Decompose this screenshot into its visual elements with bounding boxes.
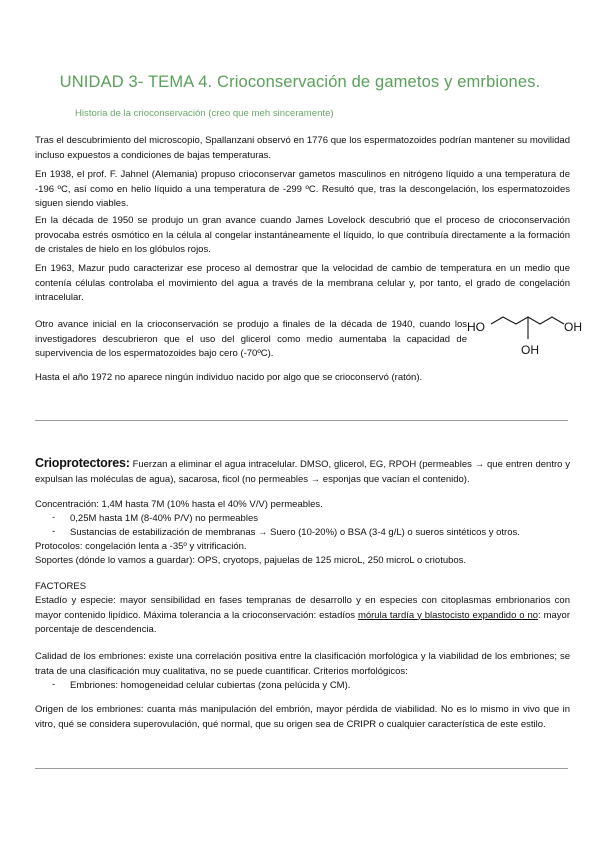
concentracion-bullet-2: Sustancias de estabilización de membranas → Suero (10-20%) o BSA (3-4 g/L) o sueros sintéticos y otros.	[70, 527, 520, 538]
history-paragraph-3: En la década de 1950 se produjo un gran avance cuando James Lovelock descubrió que el proceso de crioconservación provocaba estrés osmótico en la célula al congelar instantáneamente el líquido, lo que contribuía directamente a la formación de cristales de hielo en los glóbulos rojos.	[35, 215, 570, 255]
bullet-marker: -	[52, 526, 56, 537]
glycerol-label-ho: HO	[467, 320, 485, 334]
glycerol-label-oh-right: OH	[564, 320, 582, 334]
history-paragraph-5: Otro avance inicial en la crioconservación se produjo a finales de la década de 1940, cuando los investigadores descubrieron que el uso del glicerol como medio aumentaba la capacidad de supervivencia de los espermatozoides bajo cero (-70ºC).	[35, 319, 467, 359]
concentracion-line: Concentración: 1,4M hasta 7M (10% hasta el 40% V/V) permeables.	[35, 499, 323, 510]
crioprotectores-intro: Fuerzan a eliminar el agua intracelular. DMSO, glicerol, EG, RPOH (permeables → que entren dentro y expulsan las moléculas de agua), sacarosa, ficol (no permeables → esponjas que vacían el contenido).	[35, 459, 570, 485]
history-paragraph-2: En 1938, el prof. F. Jahnel (Alemania) propuso crioconservar gametos masculinos en nitrógeno líquido a una temperatura de -196 ºC, así como en helio líquido a una temperatura de -299 ºC. Resultó que, tras la descongelación, los espermatozoides siguen siendo viables.	[35, 169, 570, 209]
bullet-marker: -	[52, 512, 56, 523]
protocolos-line: Protocolos: congelación lenta a -35º y vitrificación.	[35, 541, 247, 552]
crioprotectores-paragraph	[35, 456, 570, 487]
estadio-text: Estadío y especie: mayor sensibilidad en fases tempranas de desarrollo y en especies con citoplasmas embrionarios con mayor contenido lipídico. Máxima tolerancia a la crioconservación: estadíos	[35, 595, 570, 621]
estadio-text-end: : mayor porcentaje de descendencia.	[35, 609, 570, 635]
section-subtitle: Historia de la crioconservación (creo que meh sinceramente)	[75, 108, 334, 119]
history-paragraph-6: Hasta el año 1972 no aparece ningún individuo nacido por algo que se crioconservó (ratón).	[35, 372, 423, 383]
bullet-marker: -	[52, 679, 56, 690]
concentracion-bullet-1: 0,25M hasta 1M (8-40% P/V) no permeables	[70, 513, 258, 524]
crioprotectores-heading: Crioprotectores:	[35, 456, 130, 470]
factores-heading: FACTORES	[35, 581, 87, 592]
section-divider	[35, 420, 568, 421]
history-paragraph-4: En 1963, Mazur pudo caracterizar ese proceso al demostrar que la velocidad de cambio de temperatura en un medio que contenía células controlaba el movimiento del agua a través de la membrana celular y, por tanto, el grado de congelación intracelular.	[35, 263, 570, 303]
section-divider	[35, 768, 568, 769]
glycerol-label-oh-bottom: OH	[521, 343, 539, 357]
estadio-underlined: mórula tardía y blastocisto expandido o no	[357, 609, 539, 621]
soportes-line: Soportes (dónde lo vamos a guardar): OPS, cryotops, pajuelas de 125 microL, 250 microL o criotubos.	[35, 555, 467, 566]
calidad-bullet: Embriones: homogeneidad celular cubiertas (zona pelúcida y CM).	[70, 680, 351, 691]
calidad-paragraph: Calidad de los embriones: existe una correlación positiva entre la clasificación morfológica y la viabilidad de los embriones; se trata de una clasificación muy cualitativa, no se puede cuantificar. Criterios morfológicos:	[35, 651, 570, 677]
glycerol-structure-diagram	[467, 306, 582, 366]
history-paragraph-1: Tras el descubrimiento del microscopio, Spallanzani observó en 1776 que los espermatozoides podrían mantener su movilidad incluso expuestos a condiciones de bajas temperaturas.	[35, 135, 570, 161]
page-title: UNIDAD 3- TEMA 4. Crioconservación de gametos y emrbiones.	[59, 73, 541, 91]
origen-paragraph: Origen de los embriones: cuanta más manipulación del embrión, mayor pérdida de viabilidad. No es lo mismo in vivo que in vitro, qué se considera superovulación, qué normal, que su origen sea de CRIPR o cualquier característica de este estilo.	[35, 704, 570, 730]
estadio-paragraph	[35, 594, 570, 638]
